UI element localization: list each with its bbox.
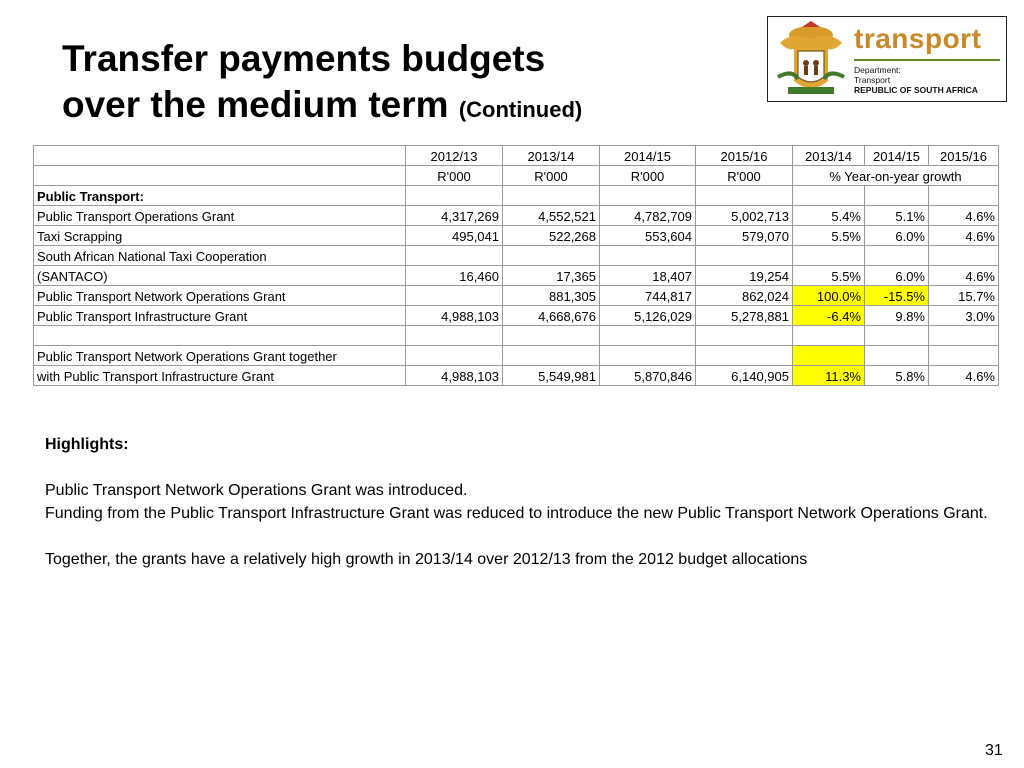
table-row: [34, 206, 999, 226]
cell: 18,407: [600, 266, 696, 286]
table-row: [34, 346, 999, 366]
header-unit: R'000: [406, 166, 503, 186]
cell: 19,254: [696, 266, 793, 286]
table-row: [34, 366, 999, 386]
header-growth-year: 2014/15: [865, 146, 929, 166]
cell: 4.6%: [929, 266, 999, 286]
cell: 3.0%: [929, 306, 999, 326]
title-line-1: Transfer payments budgets: [62, 38, 546, 79]
header-unit: R'000: [696, 166, 793, 186]
page-number: 31: [985, 742, 1003, 759]
cell-highlighted: 11.3%: [793, 366, 865, 386]
cell: 5.4%: [793, 206, 865, 226]
cell: [406, 286, 503, 306]
row-label: Public Transport Operations Grant: [34, 206, 406, 226]
cell: 17,365: [503, 266, 600, 286]
table-row: [34, 246, 999, 266]
logo-dept-line-2: Transport: [854, 75, 891, 85]
table-row: [34, 226, 999, 246]
spacer-row: [34, 326, 999, 346]
cell-highlighted: -15.5%: [865, 286, 929, 306]
cell: 4,552,521: [503, 206, 600, 226]
header-unit: R'000: [503, 166, 600, 186]
header-growth-year: 2013/14: [793, 146, 865, 166]
cell: 5,549,981: [503, 366, 600, 386]
cell-highlighted: 100.0%: [793, 286, 865, 306]
department-logo: [767, 16, 1007, 102]
logo-dept-line-3: REPUBLIC OF SOUTH AFRICA: [854, 85, 978, 95]
slide-title: [62, 36, 582, 133]
cell: 4,782,709: [600, 206, 696, 226]
table-row: [34, 306, 999, 326]
transfer-payments-table: [33, 145, 999, 386]
header-growth-year: 2015/16: [929, 146, 999, 166]
header-growth-label: % Year-on-year growth: [793, 166, 999, 186]
highlights-heading: Highlights:: [45, 436, 129, 453]
cell: 6,140,905: [696, 366, 793, 386]
header-row-years: [34, 146, 999, 166]
row-label: Public Transport Network Operations Grant together: [34, 346, 406, 366]
cell: 5.5%: [793, 266, 865, 286]
highlights-section: [45, 433, 995, 571]
cell: 522,268: [503, 226, 600, 246]
table-row: [34, 286, 999, 306]
cell: 881,305: [503, 286, 600, 306]
logo-dept-line-1: Department:: [854, 65, 901, 75]
logo-word: transport: [854, 23, 982, 54]
cell: 579,070: [696, 226, 793, 246]
cell: 553,604: [600, 226, 696, 246]
row-label: Public Transport Infrastructure Grant: [34, 306, 406, 326]
cell: 4.6%: [929, 206, 999, 226]
header-year: 2015/16: [696, 146, 793, 166]
header-blank: [34, 166, 406, 186]
cell: 5,278,881: [696, 306, 793, 326]
cell: 4,988,103: [406, 366, 503, 386]
title-continued: (Continued): [458, 97, 583, 122]
header-year: 2012/13: [406, 146, 503, 166]
cell: 5,870,846: [600, 366, 696, 386]
cell: 5.1%: [865, 206, 929, 226]
header-year: 2013/14: [503, 146, 600, 166]
header-unit: R'000: [600, 166, 696, 186]
cell: 16,460: [406, 266, 503, 286]
logo-department: [854, 65, 978, 95]
cell: 4.6%: [929, 226, 999, 246]
row-label: Taxi Scrapping: [34, 226, 406, 246]
cell: 495,041: [406, 226, 503, 246]
coat-of-arms-icon: [772, 21, 850, 97]
cell: 5,002,713: [696, 206, 793, 226]
highlights-point-3: Together, the grants have a relatively high growth in 2013/14 over 2012/13 from the 2012 budget allocations: [45, 551, 808, 568]
cell: 5,126,029: [600, 306, 696, 326]
row-label: South African National Taxi Cooperation: [34, 246, 406, 266]
cell: 744,817: [600, 286, 696, 306]
row-label: Public Transport Network Operations Grant: [34, 286, 406, 306]
cell: 4,317,269: [406, 206, 503, 226]
cell: 5.8%: [865, 366, 929, 386]
title-line-2-text: over the medium term: [62, 84, 449, 125]
header-blank: [34, 146, 406, 166]
cell: 862,024: [696, 286, 793, 306]
section-label: Public Transport:: [34, 186, 406, 206]
cell: 9.8%: [865, 306, 929, 326]
logo-divider: [854, 59, 1000, 61]
cell: 4.6%: [929, 366, 999, 386]
cell: 4,668,676: [503, 306, 600, 326]
cell: 4,988,103: [406, 306, 503, 326]
title-line-2: [62, 82, 582, 133]
section-row: [34, 186, 999, 206]
row-label-continued: (SANTACO): [34, 266, 406, 286]
highlights-point-1: Public Transport Network Operations Grant was introduced.: [45, 482, 468, 499]
cell: 15.7%: [929, 286, 999, 306]
header-row-units: [34, 166, 999, 186]
table-row: [34, 266, 999, 286]
cell: 6.0%: [865, 266, 929, 286]
header-year: 2014/15: [600, 146, 696, 166]
highlights-point-2: Funding from the Public Transport Infrastructure Grant was reduced to introduce the new Public Transport Network Operations Grant.: [45, 505, 988, 522]
cell-highlighted: -6.4%: [793, 306, 865, 326]
cell: 5.5%: [793, 226, 865, 246]
row-label-continued: with Public Transport Infrastructure Grant: [34, 366, 406, 386]
cell: 6.0%: [865, 226, 929, 246]
